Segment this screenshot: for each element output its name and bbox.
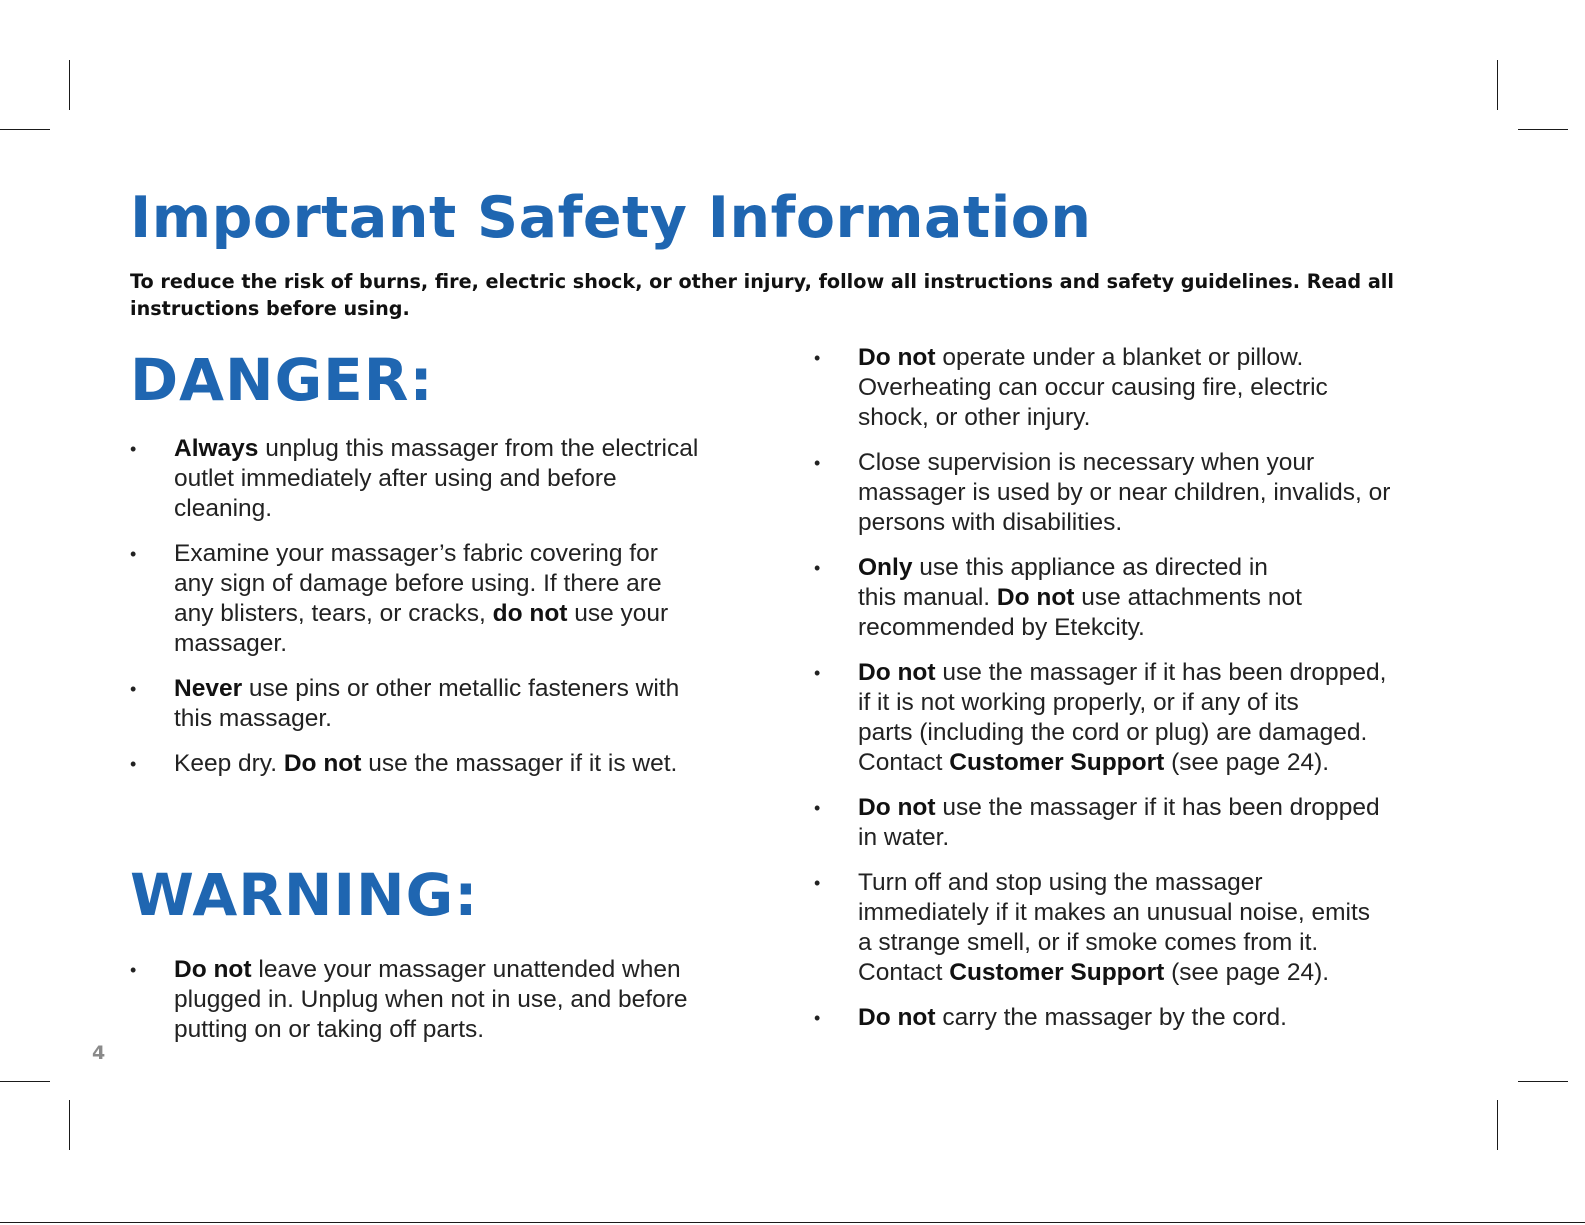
- text: use pins or other metallic fasteners with: [242, 675, 680, 702]
- emphasis: Do not: [858, 659, 936, 686]
- text: Contact: [858, 959, 950, 986]
- line: [858, 553, 1464, 583]
- bullet-icon: •: [130, 754, 137, 774]
- bullet-icon: •: [130, 679, 137, 699]
- crop-mark-top-left-horizontal: [0, 129, 50, 130]
- line: [174, 749, 780, 779]
- bullet-icon: •: [130, 439, 137, 459]
- emphasis: Only: [858, 554, 913, 581]
- bullet-icon: •: [814, 1008, 821, 1028]
- line: [858, 793, 1464, 823]
- line: [174, 434, 780, 464]
- line: in water.: [858, 824, 950, 851]
- text: use this appliance as directed in: [912, 554, 1268, 581]
- list-item: [814, 343, 1464, 433]
- text: Keep dry.: [174, 750, 284, 777]
- text: operate under a blanket or pillow.: [935, 344, 1304, 371]
- list-item: [814, 793, 1464, 853]
- bullet-icon: •: [814, 453, 821, 473]
- line: Overheating can occur causing fire, electric: [858, 374, 1328, 401]
- crop-mark-top-left-vertical: [69, 60, 70, 110]
- list-item: [130, 434, 780, 524]
- list-item: [814, 868, 1464, 988]
- emphasis: Never: [174, 675, 243, 702]
- text: unplug this massager from the electrical: [258, 435, 699, 462]
- line: [858, 1003, 1464, 1033]
- crop-mark-bottom-left-vertical: [69, 1100, 70, 1150]
- left-column: [130, 340, 780, 1060]
- line: Close supervision is necessary when your: [858, 449, 1315, 476]
- emphasis: Do not: [996, 584, 1075, 611]
- line: massager.: [174, 630, 288, 657]
- text: carry the massager by the cord.: [935, 1004, 1287, 1031]
- bullet-icon: •: [814, 348, 821, 368]
- emphasis: Customer Support: [949, 959, 1165, 986]
- line: [858, 958, 1464, 988]
- list-item: [130, 539, 780, 659]
- text: use the massager if it is wet.: [361, 750, 678, 777]
- line: [858, 658, 1464, 688]
- crop-mark-bottom-left-horizontal: [0, 1081, 50, 1082]
- line: [174, 955, 780, 985]
- emphasis: Do not: [858, 1004, 936, 1031]
- list-item: [130, 674, 780, 734]
- list-item: [130, 955, 780, 1045]
- list-item: [814, 553, 1464, 643]
- list-item: [814, 658, 1464, 778]
- line: immediately if it makes an unusual noise, emits: [858, 899, 1370, 926]
- bullet-icon: •: [130, 960, 137, 980]
- line: any sign of damage before using. If there are: [174, 570, 662, 597]
- line: a strange smell, or if smoke comes from it.: [858, 929, 1319, 956]
- line: [174, 599, 780, 629]
- line: outlet immediately after using and before: [174, 465, 617, 492]
- line: [858, 583, 1464, 613]
- line: [174, 674, 780, 704]
- line: cleaning.: [174, 495, 273, 522]
- line: plugged in. Unplug when not in use, and before: [174, 986, 688, 1013]
- bullet-icon: •: [130, 544, 137, 564]
- text: (see page 24).: [1164, 749, 1330, 776]
- text: (see page 24).: [1164, 959, 1330, 986]
- bullet-icon: •: [814, 663, 821, 683]
- bullet-icon: •: [814, 558, 821, 578]
- text: Contact: [858, 749, 950, 776]
- emphasis: Do not: [858, 794, 936, 821]
- line: putting on or taking off parts.: [174, 1016, 485, 1043]
- line: [858, 748, 1464, 778]
- bullet-icon: •: [814, 798, 821, 818]
- emphasis: Do not: [858, 344, 936, 371]
- line: recommended by Etekcity.: [858, 614, 1145, 641]
- danger-heading: DANGER:: [130, 346, 434, 414]
- crop-mark-bottom-right-horizontal: [1518, 1081, 1568, 1082]
- line: [858, 343, 1464, 373]
- list-item: [814, 448, 1464, 538]
- danger-list: [130, 434, 780, 779]
- line: Examine your massager’s fabric covering for: [174, 540, 658, 567]
- text: use your: [567, 600, 669, 627]
- bullet-icon: •: [814, 873, 821, 893]
- line: massager is used by or near children, invalids, or: [858, 479, 1391, 506]
- warning-heading: WARNING:: [130, 861, 479, 929]
- emphasis: do not: [492, 600, 568, 627]
- emphasis: Customer Support: [949, 749, 1165, 776]
- list-item: [130, 749, 780, 779]
- crop-mark-bottom-right-vertical: [1497, 1100, 1498, 1150]
- text: use attachments not: [1074, 584, 1302, 611]
- line: parts (including the cord or plug) are damaged.: [858, 719, 1368, 746]
- line: persons with disabilities.: [858, 509, 1123, 536]
- page-bottom-edge: [0, 1222, 1585, 1223]
- emphasis: Always: [174, 435, 259, 462]
- page-number: 4: [92, 1042, 106, 1064]
- line: if it is not working properly, or if any of its: [858, 689, 1299, 716]
- crop-mark-top-right-horizontal: [1518, 129, 1568, 130]
- intro-paragraph: To reduce the risk of burns, fire, electric shock, or other injury, follow all instructions and safety guidelines. Read all instructions before using.: [130, 270, 1394, 320]
- emphasis: Do not: [174, 956, 252, 983]
- crop-mark-top-right-vertical: [1497, 60, 1498, 110]
- warning-list-continued: [814, 343, 1464, 1033]
- page-title: Important Safety Information: [130, 185, 1092, 251]
- warning-list: [130, 955, 780, 1045]
- line: Turn off and stop using the massager: [858, 869, 1263, 896]
- text: leave your massager unattended when: [251, 956, 681, 983]
- text: this manual.: [858, 584, 997, 611]
- line: shock, or other injury.: [858, 404, 1091, 431]
- emphasis: Do not: [283, 750, 362, 777]
- line: this massager.: [174, 705, 332, 732]
- right-column: [814, 343, 1464, 1048]
- text: use the massager if it has been dropped,: [935, 659, 1387, 686]
- text: use the massager if it has been dropped: [935, 794, 1380, 821]
- text: any blisters, tears, or cracks,: [174, 600, 493, 627]
- list-item: [814, 1003, 1464, 1033]
